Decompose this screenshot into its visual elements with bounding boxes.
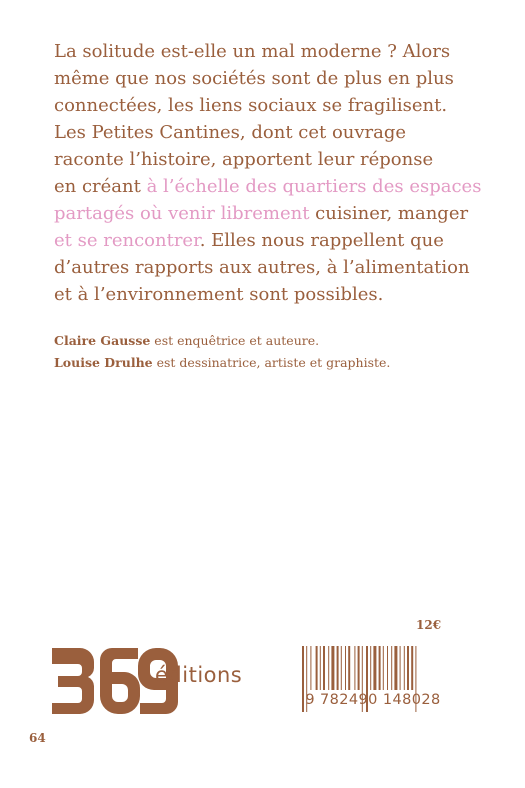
blurb-line: La solitude est-elle un mal moderne ? Alors	[54, 41, 451, 62]
author-role: est enquêtrice et auteure.	[150, 333, 320, 348]
blurb-line	[54, 173, 482, 200]
author-bio	[54, 330, 454, 352]
barcode-bar	[328, 646, 329, 690]
barcode-bar	[383, 646, 384, 690]
barcode-bar	[331, 646, 334, 690]
barcode-bar	[404, 646, 405, 690]
author-bio	[54, 352, 454, 374]
barcode-bar	[316, 646, 318, 690]
blurb-line: même que nos sociétés sont de plus en plus	[54, 68, 454, 89]
logo-digit-3	[52, 648, 94, 714]
barcode-bar	[411, 646, 413, 690]
author-bios	[54, 330, 454, 374]
blurb-text	[54, 38, 482, 308]
barcode-bar	[348, 646, 350, 690]
blurb-line	[54, 200, 469, 227]
barcode-bar	[310, 646, 311, 690]
author-name: Louise Drulhe	[54, 355, 153, 370]
price-label: 12€	[416, 618, 442, 632]
barcode-bar	[354, 646, 355, 690]
blurb-line: raconte l’histoire, apportent leur réponse	[54, 149, 434, 170]
barcode-bar	[400, 646, 401, 690]
barcode-bar	[379, 646, 381, 690]
blurb-line: et à l’environnement sont possibles.	[54, 284, 384, 305]
barcode-bar	[320, 646, 321, 690]
barcode-bar	[370, 646, 371, 690]
barcode-bar	[337, 646, 339, 690]
barcode-bar	[358, 646, 360, 690]
barcode-bar	[394, 646, 397, 690]
barcode-bar	[323, 646, 325, 690]
isbn-digits: 9 782490 148028	[305, 692, 441, 708]
publisher-wordmark: éditions	[155, 663, 243, 687]
blurb-highlight: partagés où venir librement	[54, 203, 310, 224]
barcode-bar	[345, 646, 346, 690]
blurb-fragment: en créant	[54, 176, 147, 197]
barcode-bar	[373, 646, 376, 690]
page-number: 64	[29, 731, 46, 745]
barcode-bar	[407, 646, 409, 690]
blurb-fragment: cuisiner, manger	[309, 203, 469, 224]
logo-digit-6	[100, 648, 140, 714]
barcode-bar	[341, 646, 342, 690]
author-name: Claire Gausse	[54, 333, 151, 348]
blurb-highlight: et se rencontrer	[54, 230, 200, 251]
blurb-line	[54, 227, 444, 254]
barcode-bar	[391, 646, 392, 690]
blurb-fragment: . Elles nous rappellent que	[199, 230, 444, 251]
blurb-line: Les Petites Cantines, dont cet ouvrage	[54, 122, 407, 143]
blurb-highlight: à l’échelle des quartiers des espaces	[146, 176, 482, 197]
blurb-line: d’autres rapports aux autres, à l’alimentation	[54, 257, 470, 278]
author-role: est dessinatrice, artiste et graphiste.	[152, 355, 391, 370]
barcode-bar	[387, 646, 388, 690]
blurb-line: connectées, les liens sociaux se fragilisent.	[54, 95, 448, 116]
